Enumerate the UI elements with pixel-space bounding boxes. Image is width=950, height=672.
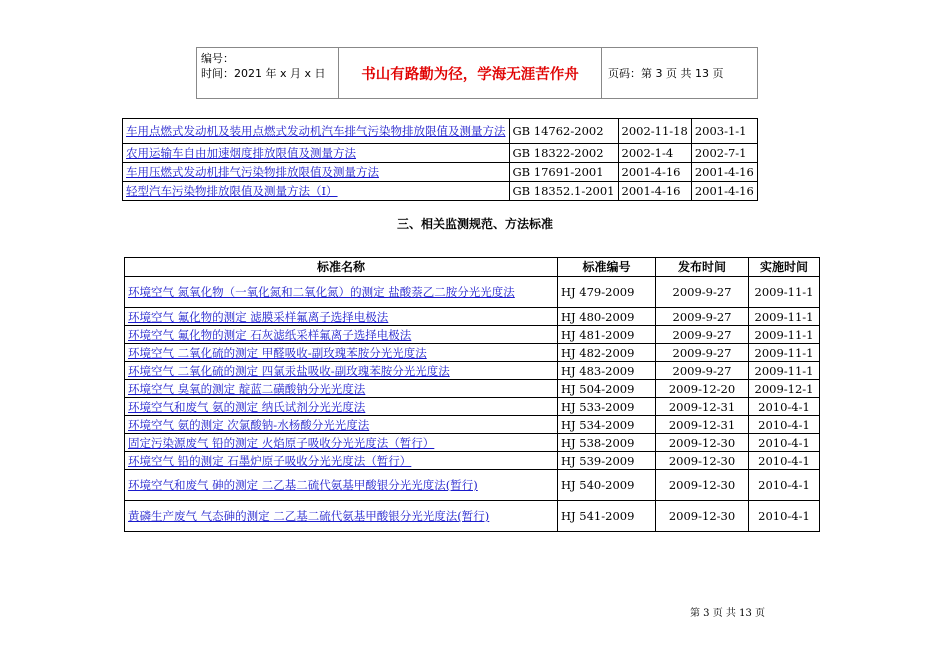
- table-row: [125, 434, 820, 452]
- publish-date: 2002-1-4: [618, 144, 691, 163]
- effective-date: 2009-11-1: [749, 344, 820, 362]
- standard-code: GB 17691-2001: [509, 163, 618, 182]
- effective-date: 2010-4-1: [749, 452, 820, 470]
- table-row: [125, 308, 820, 326]
- method-name-link[interactable]: 环境空气 臭氧的测定 靛蓝二磺酸钠分光光度法: [125, 380, 558, 398]
- standard-code: GB 14762-2002: [509, 119, 618, 144]
- standard-code: GB 18352.1-2001: [509, 182, 618, 201]
- standard-name-link[interactable]: 农用运输车自由加速烟度排放限值及测量方法: [123, 144, 510, 163]
- method-name-link[interactable]: 环境空气 氟化物的测定 石灰滤纸采样氟离子选择电极法: [125, 326, 558, 344]
- method-code: HJ 479-2009: [558, 277, 656, 308]
- method-code: HJ 481-2009: [558, 326, 656, 344]
- table-row: [125, 398, 820, 416]
- table-row: [125, 380, 820, 398]
- effective-date: 2009-11-1: [749, 326, 820, 344]
- method-code: HJ 480-2009: [558, 308, 656, 326]
- method-name-link[interactable]: 环境空气和废气 氨的测定 纳氏试剂分光光度法: [125, 398, 558, 416]
- standard-code: GB 18322-2002: [509, 144, 618, 163]
- effective-date: 2010-4-1: [749, 470, 820, 501]
- method-code: HJ 538-2009: [558, 434, 656, 452]
- monitoring-methods-body: [125, 277, 820, 532]
- publish-date: 2001-4-16: [618, 182, 691, 201]
- method-code: HJ 533-2009: [558, 398, 656, 416]
- method-name-link[interactable]: 环境空气 氨的测定 次氯酸钠-水杨酸分光光度法: [125, 416, 558, 434]
- col-header-name: 标准名称: [125, 258, 558, 277]
- effective-date: 2010-4-1: [749, 398, 820, 416]
- col-header-code: 标准编号: [558, 258, 656, 277]
- effective-date: 2010-4-1: [749, 434, 820, 452]
- standard-name-link[interactable]: 车用压燃式发动机排气污染物排放限值及测量方法: [123, 163, 510, 182]
- monitoring-methods-table: [124, 257, 820, 532]
- page-footer: 第 3 页 共 13 页: [690, 608, 765, 619]
- effective-date: 2002-7-1: [691, 144, 757, 163]
- emission-standards-table: [122, 118, 758, 201]
- publish-date: 2009-9-27: [656, 277, 749, 308]
- effective-date: 2003-1-1: [691, 119, 757, 144]
- effective-date: 2009-11-1: [749, 308, 820, 326]
- table-row: [125, 452, 820, 470]
- effective-date: 2001-4-16: [691, 163, 757, 182]
- effective-date: 2001-4-16: [691, 182, 757, 201]
- publish-date: 2009-9-27: [656, 344, 749, 362]
- method-code: HJ 540-2009: [558, 470, 656, 501]
- table-header-row: [125, 258, 820, 277]
- method-name-link[interactable]: 环境空气 铅的测定 石墨炉原子吸收分光光度法（暂行）: [125, 452, 558, 470]
- effective-date: 2010-4-1: [749, 416, 820, 434]
- emission-standards-body: [123, 119, 758, 201]
- table-row: [123, 119, 758, 144]
- header-page-info: 页码：第 3 页 共 13 页: [608, 67, 724, 80]
- publish-date: 2009-12-31: [656, 398, 749, 416]
- table-row: [125, 416, 820, 434]
- table-row: [125, 277, 820, 308]
- method-code: HJ 539-2009: [558, 452, 656, 470]
- table-row: [125, 344, 820, 362]
- table-row: [125, 326, 820, 344]
- method-code: HJ 541-2009: [558, 501, 656, 532]
- table-row: [123, 163, 758, 182]
- publish-date: 2009-9-27: [656, 362, 749, 380]
- publish-date: 2009-12-31: [656, 416, 749, 434]
- col-header-effective: 实施时间: [749, 258, 820, 277]
- standard-name-link[interactable]: 轻型汽车污染物排放限值及测量方法（Ⅰ）: [123, 182, 510, 201]
- page-header: [196, 47, 758, 99]
- standard-name-link[interactable]: 车用点燃式发动机及装用点燃式发动机汽车排气污染物排放限值及测量方法: [123, 119, 510, 144]
- document-time-label: 时间：2021 年 x 月 x 日: [201, 67, 326, 80]
- publish-date: 2009-12-20: [656, 380, 749, 398]
- method-code: HJ 482-2009: [558, 344, 656, 362]
- effective-date: 2009-11-1: [749, 277, 820, 308]
- publish-date: 2009-12-30: [656, 452, 749, 470]
- method-name-link[interactable]: 环境空气 氮氧化物（一氧化氮和二氧化氮）的测定 盐酸萘乙二胺分光光度法: [125, 277, 558, 308]
- method-name-link[interactable]: 环境空气 二氧化硫的测定 四氯汞盐吸收-副玫瑰苯胺分光光度法: [125, 362, 558, 380]
- publish-date: 2009-12-30: [656, 470, 749, 501]
- effective-date: 2009-12-1: [749, 380, 820, 398]
- publish-date: 2009-9-27: [656, 326, 749, 344]
- col-header-publish: 发布时间: [656, 258, 749, 277]
- table-row: [125, 470, 820, 501]
- header-meta: [197, 48, 339, 98]
- table-row: [123, 182, 758, 201]
- method-code: HJ 504-2009: [558, 380, 656, 398]
- effective-date: 2009-11-1: [749, 362, 820, 380]
- method-name-link[interactable]: 环境空气和废气 砷的测定 二乙基二硫代氨基甲酸银分光光度法(暂行): [125, 470, 558, 501]
- publish-date: 2009-9-27: [656, 308, 749, 326]
- document-number-label: 编号：: [201, 52, 234, 65]
- publish-date: 2002-11-18: [618, 119, 691, 144]
- method-name-link[interactable]: 环境空气 二氧化硫的测定 甲醛吸收-副玫瑰苯胺分光光度法: [125, 344, 558, 362]
- effective-date: 2010-4-1: [749, 501, 820, 532]
- method-name-link[interactable]: 黄磷生产废气 气态砷的测定 二乙基二硫代氨基甲酸银分光光度法(暂行): [125, 501, 558, 532]
- section-title: 三、相关监测规范、方法标准: [396, 217, 553, 231]
- publish-date: 2001-4-16: [618, 163, 691, 182]
- header-motto: 书山有路勤为径，学海无涯苦作舟: [339, 48, 602, 98]
- publish-date: 2009-12-30: [656, 501, 749, 532]
- method-name-link[interactable]: 固定污染源废气 铅的测定 火焰原子吸收分光光度法（暂行）: [125, 434, 558, 452]
- table-row: [123, 144, 758, 163]
- publish-date: 2009-12-30: [656, 434, 749, 452]
- method-name-link[interactable]: 环境空气 氟化物的测定 滤膜采样氟离子选择电极法: [125, 308, 558, 326]
- table-row: [125, 362, 820, 380]
- method-code: HJ 534-2009: [558, 416, 656, 434]
- method-code: HJ 483-2009: [558, 362, 656, 380]
- table-row: [125, 501, 820, 532]
